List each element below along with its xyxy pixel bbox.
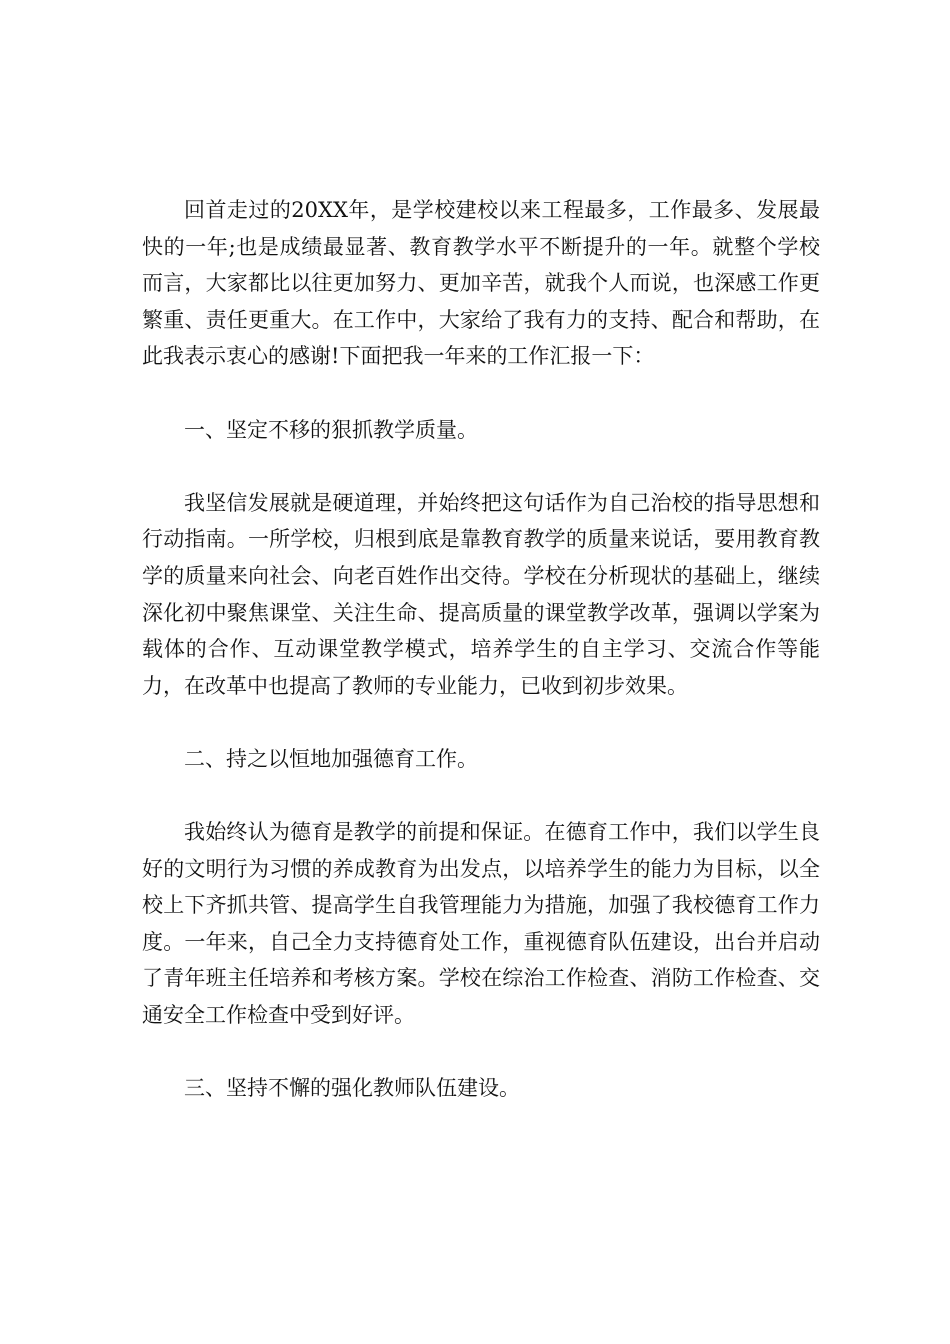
- document-body: [142, 192, 820, 1107]
- paragraph-gap: [142, 448, 820, 485]
- paragraph-gap: [142, 375, 820, 412]
- section-heading-3: 三、坚持不懈的强化教师队伍建设。: [184, 1076, 520, 1101]
- paragraph-gap: [142, 704, 820, 741]
- section-heading-1: 一、坚定不移的狠抓教学质量。: [184, 417, 478, 442]
- moral-education-paragraph: 我始终认为德育是教学的前提和保证。在德育工作中，我们以学生良好的文明行为习惯的养成教育为出发点，以培养学生的能力为目标，以全校上下齐抓共管、提高学生自我管理能力为措施，加强了我校德育工作力度。一年来，自己全力支持德育处工作，重视德育队伍建设，出台并启动了青年班主任培养和考核方案。学校在综治工作检查、消防工作检查、交通安全工作检查中受到好评。: [142, 820, 820, 1028]
- paragraph-gap: [142, 1034, 820, 1071]
- section-heading-2: 二、持之以恒地加强德育工作。: [184, 746, 478, 771]
- paragraph-gap: [142, 778, 820, 815]
- teaching-quality-paragraph: 我坚信发展就是硬道理，并始终把这句话作为自己治校的指导思想和行动指南。一所学校，归根到底是靠教育教学的质量来说话，要用教育教学的质量来向社会、向老百姓作出交待。学校在分析现状的基础上，继续深化初中聚焦课堂、关注生命、提高质量的课堂教学改革，强调以学案为载体的合作、互动课堂教学模式，培养学生的自主学习、交流合作等能力，在改革中也提高了教师的专业能力，已收到初步效果。: [142, 490, 820, 698]
- intro-paragraph: 回首走过的20XX年，是学校建校以来工程最多，工作最多、发展最快的一年;也是成绩最显著、教育教学水平不断提升的一年。就整个学校而言，大家都比以往更加努力、更加辛苦，就我个人而说，也深感工作更繁重、责任更重大。在工作中，大家给了我有力的支持、配合和帮助，在此我表示衷心的感谢!下面把我一年来的工作汇报一下：: [142, 198, 820, 369]
